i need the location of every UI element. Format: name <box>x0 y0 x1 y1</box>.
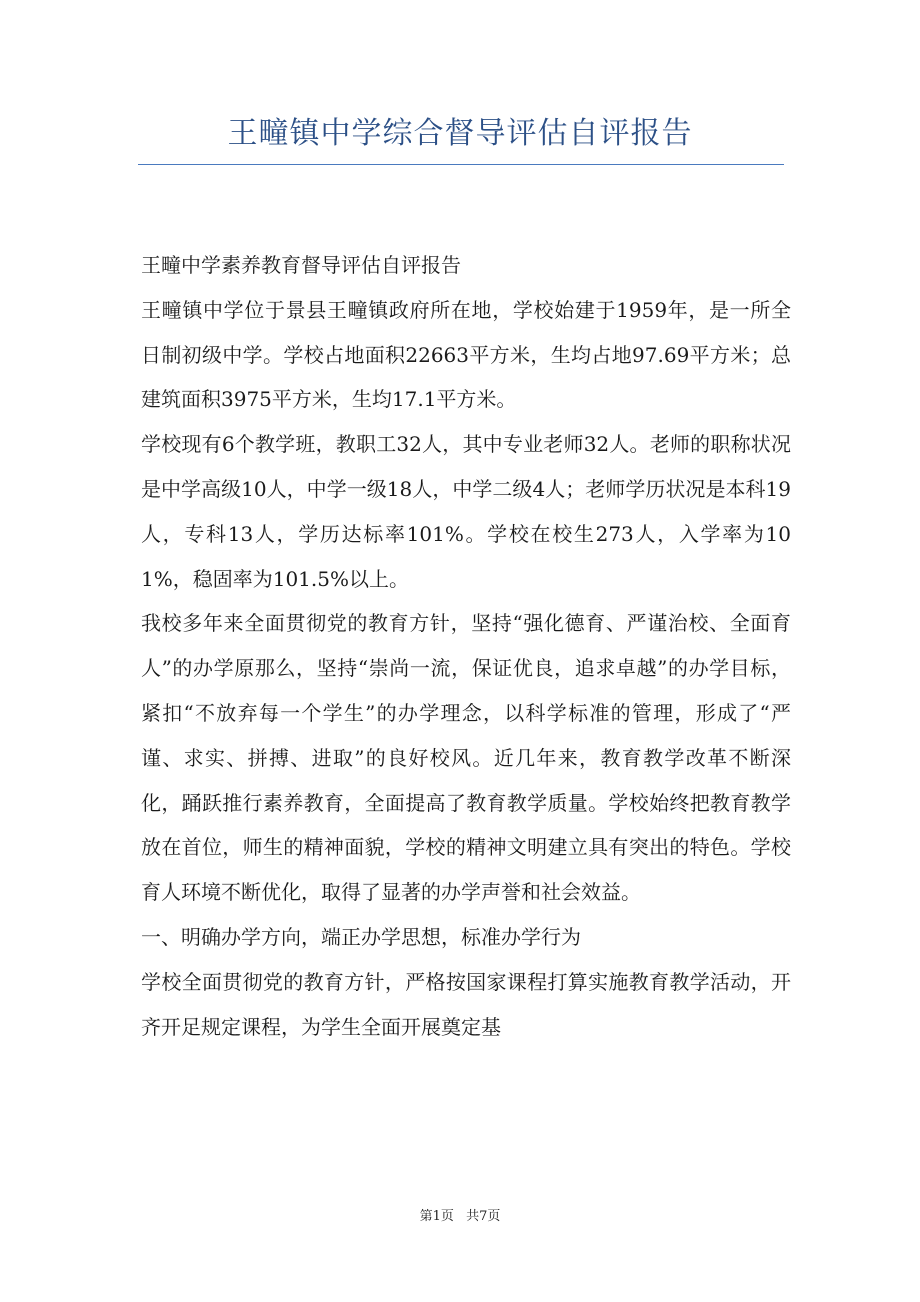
staff-students-paragraph: 学校现有6个教学班，教职工32人，其中专业老师32人。老师的职称状况是中学高级10人，中学一级18人，中学二级4人；老师学历状况是本科19人，专科13人，学历达标率101%。学校在校生273人，入学率为101%，稳固率为101.5%以上。 <box>141 432 791 591</box>
school-overview-paragraph: 王疃镇中学位于景县王疃镇政府所在地，学校始建于1959年，是一所全日制初级中学。学校占地面积22663平方米，生均占地97.69平方米；总建筑面积3975平方米，生均17.1平方米。 <box>141 297 791 412</box>
section-1-paragraph: 学校全面贯彻党的教育方针，严格按国家课程打算实施教育教学活动，开齐开足规定课程，为学生全面开展奠定基 <box>141 969 791 1039</box>
page-title: 王疃镇中学综合督导评估自评报告 <box>227 116 693 151</box>
subtitle-paragraph: 王疃中学素养教育督导评估自评报告 <box>141 253 461 277</box>
title-divider <box>138 164 784 165</box>
page-total: 共7页 <box>466 1209 501 1224</box>
page-number: 第1页 <box>419 1209 454 1224</box>
school-philosophy-paragraph: 我校多年来全面贯彻党的教育方针，坚持“强化德育、严谨治校、全面育人”的办学原那么，坚持“崇尚一流，保证优良，追求卓越”的办学目标，紧扣“不放弃每一个学生”的办学理念，以科学标准的管理，形成了“严谨、求实、拼搏、进取”的良好校风。近几年来，教育教学改革不断深化，踊跃推行素养教育，全面提高了教育教学质量。学校始终把教育教学放在首位，师生的精神面貌，学校的精神文明建立具有突出的特色。学校育人环境不断优化，取得了显著的办学声誉和社会效益。 <box>141 611 791 905</box>
page-footer <box>0 1208 920 1226</box>
document-body <box>141 243 791 1049</box>
section-heading-1: 一、明确办学方向，端正办学思想，标准办学行为 <box>141 924 581 949</box>
